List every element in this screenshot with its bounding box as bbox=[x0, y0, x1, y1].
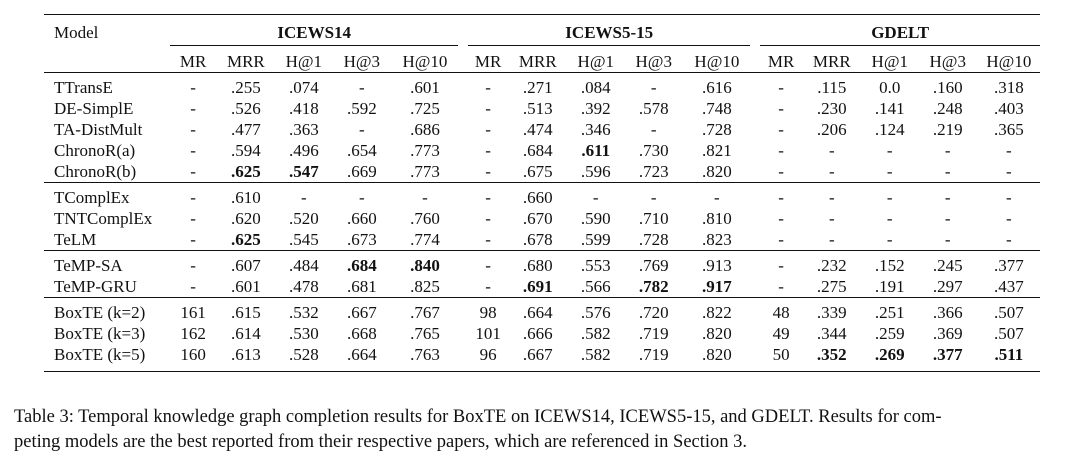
metric-value-cell: - bbox=[778, 78, 784, 97]
metric-header: H@10 bbox=[694, 52, 740, 71]
model-name-cell: TeMP-SA bbox=[54, 256, 123, 275]
model-name-cell: TNTComplEx bbox=[54, 209, 153, 228]
column-gap bbox=[458, 344, 468, 365]
metric-value-cell: - bbox=[714, 188, 720, 207]
metric-header: H@3 bbox=[635, 52, 672, 71]
metric-value-cell: .596 bbox=[580, 162, 611, 181]
metric-value-cell bbox=[918, 344, 978, 365]
metric-value-cell bbox=[332, 255, 392, 276]
metric-value-cell: 0.0 bbox=[879, 78, 901, 97]
results-table-body bbox=[44, 73, 1040, 372]
metric-value-cell: .725 bbox=[410, 99, 440, 118]
metric-value-cell: .680 bbox=[522, 256, 553, 275]
metric-value-cell: - bbox=[190, 99, 196, 118]
metric-value-cell: - bbox=[485, 141, 491, 160]
metric-value-cell: .590 bbox=[580, 209, 611, 228]
best-result-value: .691 bbox=[522, 277, 553, 296]
metric-value-cell: .592 bbox=[346, 99, 377, 118]
metric-value-cell: .507 bbox=[994, 324, 1024, 343]
metric-value-cell: .719 bbox=[638, 345, 669, 364]
metric-value-cell: .513 bbox=[522, 99, 553, 118]
metric-value-cell: - bbox=[1006, 209, 1012, 228]
metric-value-cell: - bbox=[1006, 188, 1012, 207]
metric-value-cell: .532 bbox=[288, 303, 319, 322]
metric-value-cell: .610 bbox=[230, 188, 261, 207]
metric-value-cell: .152 bbox=[874, 256, 905, 275]
best-result-value: .377 bbox=[932, 345, 963, 364]
metric-value-cell: .669 bbox=[346, 162, 377, 181]
metric-value-cell: - bbox=[358, 188, 365, 207]
column-gap bbox=[458, 119, 468, 140]
metric-value-cell: .748 bbox=[702, 99, 732, 118]
metric-value-cell: .728 bbox=[702, 120, 732, 139]
column-gap bbox=[458, 140, 468, 161]
metric-value-cell: - bbox=[1006, 230, 1012, 249]
metric-value-cell: - bbox=[485, 209, 491, 228]
metric-value-cell: .599 bbox=[580, 230, 611, 249]
column-gap bbox=[750, 276, 760, 298]
column-gap bbox=[750, 302, 760, 323]
metric-value-cell: .477 bbox=[230, 120, 261, 139]
metric-value-cell: .369 bbox=[932, 324, 963, 343]
metric-value-cell: - bbox=[358, 78, 365, 97]
metric-value-cell: - bbox=[944, 209, 951, 228]
table-row bbox=[44, 77, 1040, 98]
metric-value-cell: .820 bbox=[702, 162, 732, 181]
metric-value-cell: .507 bbox=[994, 303, 1024, 322]
metric-value-cell: .346 bbox=[580, 120, 611, 139]
metric-value-cell: .365 bbox=[994, 120, 1024, 139]
metric-value-cell: - bbox=[828, 162, 835, 181]
metric-value-cell: .773 bbox=[410, 141, 440, 160]
metric-value-cell: .601 bbox=[230, 277, 261, 296]
metric-value-cell: 101 bbox=[475, 324, 501, 343]
metric-value-cell: .668 bbox=[346, 324, 377, 343]
metric-value-cell: .219 bbox=[932, 120, 963, 139]
metric-value-cell: 48 bbox=[772, 303, 790, 322]
table-row bbox=[44, 98, 1040, 119]
metric-value-cell: .582 bbox=[580, 345, 611, 364]
metric-value-cell: .810 bbox=[702, 209, 732, 228]
column-gap bbox=[458, 46, 468, 73]
metric-value-cell: .392 bbox=[580, 99, 611, 118]
model-name-cell: DE-SimplE bbox=[54, 99, 134, 118]
metric-value-cell: 96 bbox=[479, 345, 497, 364]
metric-value-cell: - bbox=[778, 209, 784, 228]
metric-value-cell: - bbox=[485, 256, 491, 275]
metric-value-cell: .403 bbox=[994, 99, 1024, 118]
column-gap bbox=[458, 255, 468, 276]
metric-value-cell: .526 bbox=[230, 99, 261, 118]
metric-value-cell: .366 bbox=[932, 303, 963, 322]
metric-value-cell: 160 bbox=[180, 345, 206, 364]
metric-value-cell: .553 bbox=[580, 256, 611, 275]
metric-value-cell: .251 bbox=[874, 303, 905, 322]
metric-value-cell: .074 bbox=[288, 78, 319, 97]
column-gap bbox=[458, 187, 468, 208]
metric-value-cell: - bbox=[485, 230, 491, 249]
metric-value-cell: .730 bbox=[638, 141, 669, 160]
table-caption bbox=[14, 405, 1070, 455]
column-gap bbox=[458, 77, 468, 98]
metric-value-cell bbox=[978, 344, 1040, 365]
column-gap bbox=[750, 187, 760, 208]
model-name-cell: TeLM bbox=[54, 230, 97, 249]
metric-value-cell: .763 bbox=[410, 345, 440, 364]
metric-value-cell: .601 bbox=[410, 78, 440, 97]
metric-value-cell bbox=[216, 161, 276, 183]
metric-value-cell: - bbox=[828, 188, 835, 207]
column-gap bbox=[750, 161, 760, 183]
metric-value-cell: .620 bbox=[230, 209, 261, 228]
metric-value-cell: .607 bbox=[230, 256, 261, 275]
metric-value-cell: - bbox=[190, 78, 196, 97]
best-result-value: .625 bbox=[230, 230, 261, 249]
metric-value-cell: - bbox=[358, 120, 365, 139]
metric-value-cell: - bbox=[650, 120, 657, 139]
metric-value-cell: - bbox=[190, 256, 196, 275]
metric-value-cell: - bbox=[1006, 162, 1012, 181]
metric-value-cell: - bbox=[1006, 141, 1012, 160]
metric-value-cell: .344 bbox=[816, 324, 847, 343]
metric-value-cell: .530 bbox=[288, 324, 319, 343]
metric-value-cell: .666 bbox=[522, 324, 553, 343]
model-name-cell: BoxTE (k=5) bbox=[54, 345, 146, 364]
best-result-value: .917 bbox=[702, 277, 732, 296]
metric-value-cell: .230 bbox=[816, 99, 847, 118]
metric-value-cell bbox=[802, 344, 862, 365]
model-name-cell: ChronoR(a) bbox=[54, 141, 136, 160]
table-row bbox=[44, 140, 1040, 161]
metric-value-cell: - bbox=[650, 78, 657, 97]
metric-header: MR bbox=[179, 52, 207, 71]
column-gap bbox=[750, 255, 760, 276]
metric-value-cell: .760 bbox=[410, 209, 440, 228]
metric-value-cell: .654 bbox=[346, 141, 377, 160]
metric-value-cell: - bbox=[778, 277, 784, 296]
metric-value-cell: .615 bbox=[230, 303, 261, 322]
metric-header: H@3 bbox=[929, 52, 966, 71]
metric-value-cell: 162 bbox=[180, 324, 206, 343]
metric-value-cell: .660 bbox=[522, 188, 553, 207]
metric-value-cell: .664 bbox=[346, 345, 377, 364]
metric-value-cell: .248 bbox=[932, 99, 963, 118]
metric-header: MRR bbox=[226, 52, 265, 71]
column-gap bbox=[458, 161, 468, 183]
metric-value-cell: - bbox=[190, 162, 196, 181]
metric-value-cell: .255 bbox=[230, 78, 261, 97]
metric-value-cell: .191 bbox=[874, 277, 905, 296]
best-result-value: .511 bbox=[994, 345, 1024, 364]
metric-value-cell: .686 bbox=[410, 120, 440, 139]
metric-value-cell: - bbox=[828, 141, 835, 160]
metric-value-cell: .141 bbox=[874, 99, 905, 118]
metric-value-cell bbox=[684, 276, 750, 298]
metric-value-cell: .566 bbox=[580, 277, 611, 296]
metric-value-cell: .675 bbox=[522, 162, 553, 181]
metric-value-cell: .825 bbox=[410, 277, 440, 296]
metric-value-cell: .377 bbox=[994, 256, 1024, 275]
metric-value-cell: 98 bbox=[479, 303, 497, 322]
metric-value-cell: - bbox=[190, 120, 196, 139]
model-name-cell: TTransE bbox=[54, 78, 113, 97]
metric-value-cell: .437 bbox=[994, 277, 1024, 296]
table-row bbox=[44, 229, 1040, 251]
metric-value-cell: .820 bbox=[702, 345, 732, 364]
metric-value-cell: .765 bbox=[410, 324, 440, 343]
table-row bbox=[44, 119, 1040, 140]
column-gap bbox=[458, 229, 468, 251]
best-result-value: .269 bbox=[874, 345, 905, 364]
metric-value-cell: - bbox=[944, 141, 951, 160]
metric-header: H@10 bbox=[402, 52, 448, 71]
metric-value-cell: .528 bbox=[288, 345, 319, 364]
metric-value-cell: - bbox=[778, 120, 784, 139]
metric-value-cell bbox=[568, 140, 624, 161]
metric-value-cell: .297 bbox=[932, 277, 963, 296]
metric-value-cell: 161 bbox=[180, 303, 206, 322]
best-result-value: .684 bbox=[346, 256, 377, 275]
metric-header: H@1 bbox=[871, 52, 908, 71]
column-gap bbox=[458, 302, 468, 323]
metric-header: H@1 bbox=[577, 52, 614, 71]
table-row bbox=[44, 255, 1040, 276]
metric-value-cell: .774 bbox=[410, 230, 440, 249]
metric-value-cell: .124 bbox=[874, 120, 905, 139]
metric-value-cell: - bbox=[886, 162, 893, 181]
metric-value-cell: .673 bbox=[346, 230, 377, 249]
metric-value-cell: - bbox=[778, 162, 784, 181]
table-row bbox=[44, 187, 1040, 208]
model-column-header: Model bbox=[54, 22, 99, 42]
metric-value-cell: - bbox=[422, 188, 428, 207]
metric-value-cell: .710 bbox=[638, 209, 669, 228]
metric-value-cell bbox=[216, 229, 276, 251]
metric-value-cell: .822 bbox=[702, 303, 732, 322]
metric-value-cell: - bbox=[190, 141, 196, 160]
column-gap bbox=[750, 77, 760, 98]
metric-value-cell: .582 bbox=[580, 324, 611, 343]
metric-value-cell: - bbox=[778, 256, 784, 275]
column-gap bbox=[458, 323, 468, 344]
model-name-cell: ChronoR(b) bbox=[54, 162, 137, 181]
metric-value-cell: .720 bbox=[638, 303, 669, 322]
metric-value-cell: - bbox=[190, 209, 196, 228]
metric-value-cell: .115 bbox=[817, 78, 847, 97]
metric-value-cell: - bbox=[828, 230, 835, 249]
metric-value-cell: - bbox=[485, 188, 491, 207]
metric-value-cell: .728 bbox=[638, 230, 669, 249]
metric-header: MR bbox=[474, 52, 502, 71]
metric-value-cell: - bbox=[650, 188, 657, 207]
metric-value-cell: - bbox=[301, 188, 307, 207]
metric-value-cell: .318 bbox=[994, 78, 1024, 97]
metric-value-cell bbox=[624, 276, 684, 298]
metric-value-cell: .664 bbox=[522, 303, 553, 322]
metric-value-cell: 50 bbox=[772, 345, 790, 364]
column-gap bbox=[750, 208, 760, 229]
metric-header: MRR bbox=[812, 52, 851, 71]
metric-value-cell: - bbox=[944, 162, 951, 181]
metric-value-cell: .616 bbox=[702, 78, 732, 97]
metric-value-cell: .614 bbox=[230, 324, 261, 343]
metric-value-cell: .520 bbox=[288, 209, 319, 228]
metric-header: H@1 bbox=[285, 52, 323, 71]
column-gap bbox=[750, 119, 760, 140]
metric-value-cell: .594 bbox=[230, 141, 261, 160]
metric-value-cell: .545 bbox=[288, 230, 319, 249]
caption-line-2: peting models are the best reported from their respective papers, which are referenced in Section 3. bbox=[14, 432, 748, 452]
metric-value-cell: .206 bbox=[816, 120, 847, 139]
metric-value-cell: .820 bbox=[702, 324, 732, 343]
table-row bbox=[44, 161, 1040, 183]
metric-value-cell: .418 bbox=[288, 99, 319, 118]
metric-value-cell: .576 bbox=[580, 303, 611, 322]
metric-value-cell: - bbox=[485, 120, 491, 139]
metric-value-cell: - bbox=[944, 230, 951, 249]
best-result-value: .352 bbox=[816, 345, 847, 364]
metric-value-cell: - bbox=[778, 230, 784, 249]
metric-header: MR bbox=[767, 52, 795, 71]
metric-value-cell: .769 bbox=[638, 256, 669, 275]
column-gap bbox=[750, 140, 760, 161]
dataset-header-row bbox=[44, 19, 1040, 46]
metric-value-cell: - bbox=[485, 162, 491, 181]
metric-value-cell: .821 bbox=[702, 141, 732, 160]
metric-value-cell: - bbox=[778, 99, 784, 118]
metric-value-cell: - bbox=[886, 141, 893, 160]
column-gap bbox=[750, 323, 760, 344]
best-result-value: .611 bbox=[581, 141, 611, 160]
results-table-container bbox=[44, 14, 1040, 372]
metric-value-cell: - bbox=[886, 188, 893, 207]
results-table bbox=[44, 14, 1040, 372]
caption-line-1: Table 3: Temporal knowledge graph completion results for BoxTE on ICEWS14, ICEWS5-15, and GDELT. Results for com- bbox=[14, 407, 942, 427]
dataset-header-icews14: ICEWS14 bbox=[170, 19, 458, 46]
metric-value-cell: .275 bbox=[816, 277, 847, 296]
column-gap bbox=[750, 46, 760, 73]
metric-value-cell: .681 bbox=[346, 277, 377, 296]
model-header-spacer bbox=[44, 46, 170, 73]
metric-value-cell: .339 bbox=[816, 303, 847, 322]
metric-header: H@3 bbox=[343, 52, 381, 71]
metric-value-cell: .084 bbox=[580, 78, 611, 97]
metric-value-cell: - bbox=[485, 277, 491, 296]
metric-value-cell: .271 bbox=[522, 78, 553, 97]
metric-value-cell: .484 bbox=[288, 256, 319, 275]
metric-value-cell: 49 bbox=[772, 324, 790, 343]
metric-value-cell: .667 bbox=[346, 303, 377, 322]
metric-value-cell: .667 bbox=[522, 345, 553, 364]
model-name-cell: BoxTE (k=3) bbox=[54, 324, 146, 343]
table-row bbox=[44, 323, 1040, 344]
metric-value-cell: - bbox=[485, 78, 491, 97]
metric-value-cell bbox=[508, 276, 568, 298]
metric-value-cell bbox=[276, 161, 332, 183]
model-name-cell: BoxTE (k=2) bbox=[54, 303, 146, 322]
metric-value-cell: .496 bbox=[288, 141, 319, 160]
metric-value-cell: .232 bbox=[816, 256, 847, 275]
metric-value-cell: - bbox=[778, 188, 784, 207]
metric-value-cell: .363 bbox=[288, 120, 319, 139]
metric-value-cell: .767 bbox=[410, 303, 440, 322]
metric-header-row bbox=[44, 46, 1040, 73]
best-result-value: .840 bbox=[410, 256, 440, 275]
metric-value-cell: .478 bbox=[288, 277, 319, 296]
model-name-cell: TA-DistMult bbox=[54, 120, 143, 139]
column-gap bbox=[458, 276, 468, 298]
metric-value-cell: .823 bbox=[702, 230, 732, 249]
metric-value-cell: - bbox=[886, 209, 893, 228]
metric-value-cell: - bbox=[944, 188, 951, 207]
best-result-value: .547 bbox=[288, 162, 319, 181]
metric-value-cell: - bbox=[828, 209, 835, 228]
metric-value-cell: - bbox=[190, 188, 196, 207]
table-row bbox=[44, 208, 1040, 229]
column-gap bbox=[458, 208, 468, 229]
metric-value-cell: - bbox=[190, 277, 196, 296]
metric-value-cell: .578 bbox=[638, 99, 669, 118]
metric-value-cell: .613 bbox=[230, 345, 261, 364]
dataset-header-gdelt: GDELT bbox=[760, 19, 1040, 46]
metric-value-cell: - bbox=[592, 188, 599, 207]
metric-value-cell: .474 bbox=[522, 120, 553, 139]
metric-value-cell: .913 bbox=[702, 256, 732, 275]
metric-value-cell: .160 bbox=[932, 78, 963, 97]
dataset-header-icews5-15: ICEWS5-15 bbox=[468, 19, 750, 46]
metric-value-cell: .245 bbox=[932, 256, 963, 275]
metric-value-cell: .660 bbox=[346, 209, 377, 228]
metric-value-cell: - bbox=[886, 230, 893, 249]
metric-value-cell: .670 bbox=[522, 209, 553, 228]
model-name-cell: TComplEx bbox=[54, 188, 130, 207]
table-row bbox=[44, 302, 1040, 323]
column-gap bbox=[458, 98, 468, 119]
metric-value-cell: .773 bbox=[410, 162, 440, 181]
metric-value-cell: - bbox=[190, 230, 196, 249]
table-row bbox=[44, 276, 1040, 298]
best-result-value: .782 bbox=[638, 277, 669, 296]
table-row bbox=[44, 344, 1040, 365]
metric-value-cell bbox=[392, 255, 458, 276]
metric-value-cell: .678 bbox=[522, 230, 553, 249]
metric-value-cell: - bbox=[778, 141, 784, 160]
model-name-cell: TeMP-GRU bbox=[54, 277, 137, 296]
best-result-value: .625 bbox=[230, 162, 261, 181]
metric-value-cell: .719 bbox=[638, 324, 669, 343]
metric-header: MRR bbox=[518, 52, 557, 71]
bottom-rule bbox=[44, 365, 1040, 372]
column-gap bbox=[750, 229, 760, 251]
metric-value-cell: - bbox=[485, 99, 491, 118]
metric-value-cell bbox=[862, 344, 918, 365]
column-gap bbox=[750, 344, 760, 365]
metric-value-cell: .259 bbox=[874, 324, 905, 343]
metric-value-cell: .684 bbox=[522, 141, 553, 160]
metric-header: H@10 bbox=[986, 52, 1032, 71]
column-gap bbox=[750, 98, 760, 119]
metric-value-cell: .723 bbox=[638, 162, 669, 181]
